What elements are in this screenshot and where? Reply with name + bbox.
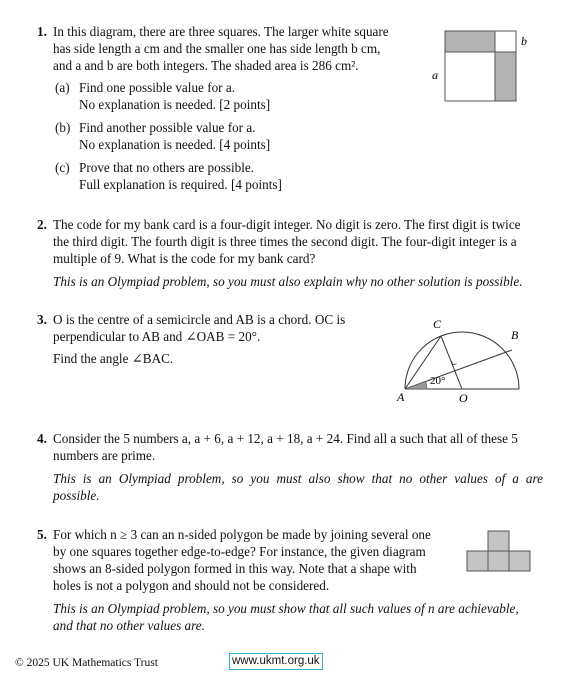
squares-diagram — [428, 28, 538, 106]
polygon-diagram — [466, 530, 532, 574]
q5-note-line: and that no other values are. — [53, 618, 205, 633]
q5-note-line: This is an Olympiad problem, so you must show that all such values of n are achievable, — [53, 601, 519, 616]
q4-line: numbers are prime. — [53, 448, 156, 463]
q1-part-c — [55, 159, 70, 176]
angle-20-wedge — [405, 382, 427, 390]
label-A: A — [397, 390, 405, 404]
q3-line: O is the centre of a semicircle and AB is a chord. OC is — [53, 312, 346, 327]
label-O: O — [459, 391, 468, 405]
part-line: Full explanation is required. [4 points] — [79, 177, 282, 192]
semicircle-diagram — [390, 314, 560, 406]
q4-note-line: This is an Olympiad problem, so you must also show that no other values of a are — [53, 471, 543, 486]
q3-number: 3. — [37, 312, 47, 327]
q1-part-c-text — [79, 159, 282, 193]
q1-text — [53, 23, 423, 74]
label-a: a — [432, 68, 438, 82]
q3-ask: Find the angle ∠BAC. — [53, 351, 174, 366]
part-line: No explanation is needed. [2 points] — [79, 97, 271, 112]
square-tile — [488, 531, 509, 551]
square-tile — [467, 551, 488, 571]
square-tile — [509, 551, 530, 571]
part-label: (c) — [55, 160, 70, 175]
q4-note-line: possible. — [53, 488, 100, 503]
part-line: No explanation is needed. [4 points] — [79, 137, 271, 152]
part-label: (b) — [55, 120, 71, 135]
part-line: Find another possible value for a. — [79, 120, 256, 135]
q5-text — [53, 526, 453, 594]
part-line: Find one possible value for a. — [79, 80, 236, 95]
q2-line: the third digit. The fourth digit is three times the second digit. The four-digit integer is a — [53, 234, 517, 249]
shaded-region-right — [495, 52, 516, 101]
semicircle-arc — [405, 332, 519, 389]
copyright: © 2025 UK Mathematics Trust — [15, 657, 158, 669]
q4-number: 4. — [37, 431, 47, 446]
q2-number: 2. — [37, 217, 47, 232]
q5-line: holes is not a polygon and should not be considered. — [53, 578, 330, 593]
q1-line: In this diagram, there are three squares. The larger white square — [53, 24, 389, 39]
q3-line: perpendicular to AB and ∠OAB = 20°. — [53, 329, 261, 344]
ukmt-link[interactable]: www.ukmt.org.uk — [229, 653, 323, 670]
label-B: B — [511, 328, 519, 342]
q4-line: Consider the 5 numbers a, a + 6, a + 12, a + 18, a + 24. Find all a such that all of these 5 — [53, 431, 518, 446]
q1-part-a — [55, 79, 70, 96]
q5-line: by one squares together edge-to-edge? For instance, the given diagram — [53, 544, 426, 559]
q1-number: 1. — [37, 24, 47, 39]
q4-note — [53, 470, 543, 504]
q1-part-a-text — [79, 79, 270, 113]
q2-line: The code for my bank card is a four-digit integer. No digit is zero. The first digit is twice — [53, 217, 521, 232]
small-square — [495, 31, 516, 52]
part-label: (a) — [55, 80, 70, 95]
label-C: C — [433, 317, 442, 331]
q1-part-b — [55, 119, 70, 136]
q3-text — [53, 311, 383, 345]
q2-text — [53, 216, 543, 267]
q4-text — [53, 430, 543, 464]
square-tile — [488, 551, 509, 571]
q5-number: 5. — [37, 527, 47, 542]
q1-line: has side length a cm and the smaller one has side length b cm, — [53, 41, 381, 56]
q2-line: multiple of 9. What is the code for my bank card? — [53, 251, 316, 266]
q1-line: and a and b are both integers. The shaded area is 286 cm². — [53, 58, 359, 73]
angle-label: 20° — [430, 375, 446, 387]
q5-note — [53, 600, 543, 634]
part-line: Prove that no others are possible. — [79, 160, 255, 175]
q1-part-b-text — [79, 119, 270, 153]
white-square — [445, 52, 495, 101]
label-b: b — [521, 34, 527, 48]
q2-note: This is an Olympiad problem, so you must also explain why no other solution is possible. — [53, 274, 523, 289]
q5-line: shows an 8-sided polygon formed in this way. Note that a shape with — [53, 561, 417, 576]
q5-line: For which n ≥ 3 can an n-sided polygon be made by joining several one — [53, 527, 431, 542]
